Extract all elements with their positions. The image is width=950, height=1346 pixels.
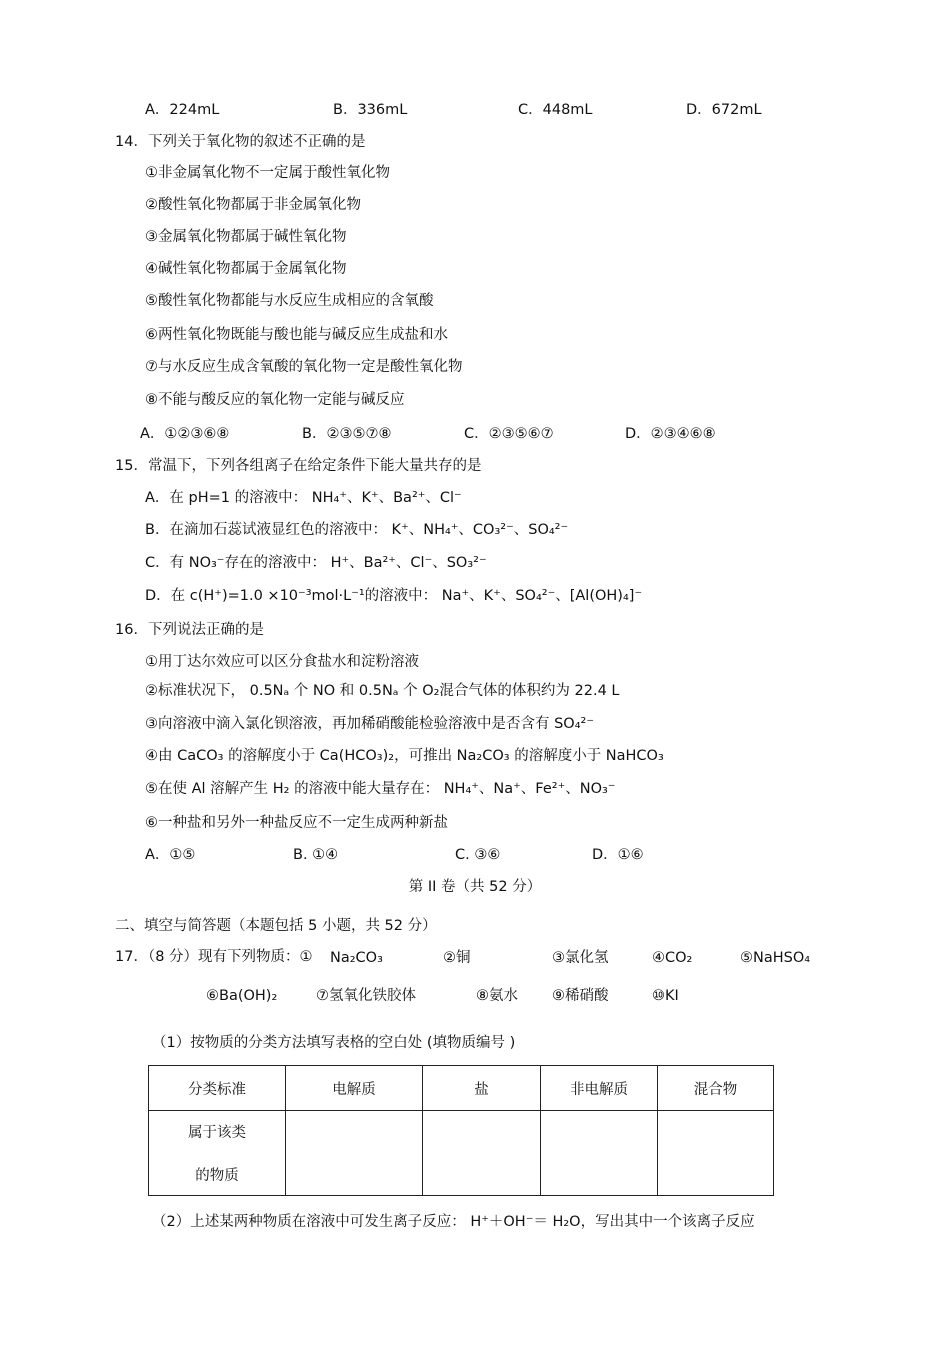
table-header-row (149, 1066, 774, 1111)
q14-statement: ①非金属氧化物不一定属于酸性氧化物 (145, 165, 390, 181)
table-header: 分类标准 (149, 1066, 286, 1111)
q15-option-d: D．在 c(H⁺)=1.0 ×10⁻³mol·L⁻¹的溶液中： Na⁺、K⁺、SO₄²⁻、[Al(OH)₄]⁻ (145, 588, 643, 604)
row-label (149, 1111, 286, 1196)
q16-statement: ②标准状况下， 0.5Nₐ 个 NO 和 0.5Nₐ 个 O₂混合气体的体积约为 22.4 L (145, 683, 620, 699)
q17-substance: ⑧氨水 (476, 988, 518, 1004)
q16-statement: ③向溶液中滴入氯化钡溶液，再加稀硝酸能检验溶液中是否含有 SO₄²⁻ (145, 716, 595, 732)
row-label-line2: 的物质 (195, 1168, 239, 1184)
q17-substance: ④CO₂ (652, 950, 693, 966)
q16-statement: ⑥一种盐和另外一种盐反应不一定生成两种新盐 (145, 815, 448, 831)
q16-statement: ⑤在使 Al 溶解产生 H₂ 的溶液中能大量存在： NH₄⁺、Na⁺、Fe²⁺、NO₃⁻ (145, 781, 616, 797)
q13-option-a: A．224mL (145, 102, 220, 118)
q16-option-a: A．①⑤ (145, 847, 196, 863)
q15-option-c: C．有 NO₃⁻存在的溶液中： H⁺、Ba²⁺、Cl⁻、SO₃²⁻ (145, 555, 487, 571)
q16-option-d: D．①⑥ (592, 847, 644, 863)
q14-statement: ②酸性氧化物都属于非金属氧化物 (145, 197, 361, 213)
q16-statement: ④由 CaCO₃ 的溶解度小于 Ca(HCO₃)₂，可推出 Na₂CO₃ 的溶解度小于 NaHCO₃ (145, 748, 664, 764)
q16-option-c: C. ③⑥ (455, 847, 501, 863)
table-header: 混合物 (658, 1066, 774, 1111)
table-row (149, 1111, 774, 1196)
q13-option-d: D．672mL (686, 102, 762, 118)
q14-stem: 14．下列关于氧化物的叙述不正确的是 (115, 134, 366, 150)
q14-statement: ⑦与水反应生成含氧酸的氧化物一定是酸性氧化物 (145, 359, 463, 375)
q15-stem: 15．常温下，下列各组离子在给定条件下能大量共存的是 (115, 458, 482, 474)
section-title: 第 II 卷（共 52 分） (408, 879, 542, 895)
part2-heading: 二、填空与简答题（本题包括 5 小题，共 52 分） (115, 918, 437, 934)
q17-substance: ③氯化氢 (552, 950, 609, 966)
answer-cell-electrolyte[interactable] (286, 1111, 423, 1196)
q17-sub1: （1）按物质的分类方法填写表格的空白处 (填物质编号 ) (152, 1035, 516, 1051)
q17-substance: ⑥Ba(OH)₂ (206, 988, 278, 1004)
q14-statement: ⑧不能与酸反应的氧化物一定能与碱反应 (145, 392, 405, 408)
classification-table (148, 1065, 774, 1196)
q16-stem: 16．下列说法正确的是 (115, 622, 264, 638)
q17-substance: Na₂CO₃ (330, 950, 383, 966)
q17-stem: 17．（8 分）现有下列物质：① (115, 949, 313, 965)
q14-option-a: A．①②③⑥⑧ (140, 426, 230, 442)
table-header: 电解质 (286, 1066, 423, 1111)
q17-substance: ⑤NaHSO₄ (740, 950, 811, 966)
q14-statement: ③金属氧化物都属于碱性氧化物 (145, 229, 347, 245)
q15-option-b: B．在滴加石蕊试液显红色的溶液中： K⁺、NH₄⁺、CO₃²⁻、SO₄²⁻ (145, 522, 569, 538)
q14-statement: ⑤酸性氧化物都能与水反应生成相应的含氧酸 (145, 293, 434, 309)
table-header: 非电解质 (541, 1066, 658, 1111)
answer-cell-salt[interactable] (423, 1111, 541, 1196)
q14-option-c: C．②③⑤⑥⑦ (464, 426, 554, 442)
q13-option-b: B．336mL (333, 102, 408, 118)
q17-sub2: （2）上述某两种物质在溶液中可发生离子反应： H⁺＋OH⁻＝ H₂O，写出其中一个该离子反应 (152, 1214, 755, 1230)
answer-cell-mixture[interactable] (658, 1111, 774, 1196)
q14-statement: ④碱性氧化物都属于金属氧化物 (145, 261, 347, 277)
q15-option-a: A．在 pH=1 的溶液中： NH₄⁺、K⁺、Ba²⁺、Cl⁻ (145, 490, 462, 506)
q17-substance: ⑦氢氧化铁胶体 (316, 988, 416, 1004)
q13-option-c: C．448mL (518, 102, 593, 118)
q14-option-b: B．②③⑤⑦⑧ (302, 426, 392, 442)
q14-statement: ⑥两性氧化物既能与酸也能与碱反应生成盐和水 (145, 327, 448, 343)
answer-cell-nonelectrolyte[interactable] (541, 1111, 658, 1196)
table-header: 盐 (423, 1066, 541, 1111)
q17-substance: ⑨稀硝酸 (552, 988, 609, 1004)
q17-substance: ⑩KI (652, 988, 679, 1004)
q17-substance: ②铜 (443, 950, 471, 966)
q16-statement: ①用丁达尔效应可以区分食盐水和淀粉溶液 (145, 654, 419, 670)
q14-option-d: D．②③④⑥⑧ (625, 426, 716, 442)
q16-option-b: B. ①④ (293, 847, 339, 863)
row-label-line1: 属于该类 (188, 1125, 246, 1141)
